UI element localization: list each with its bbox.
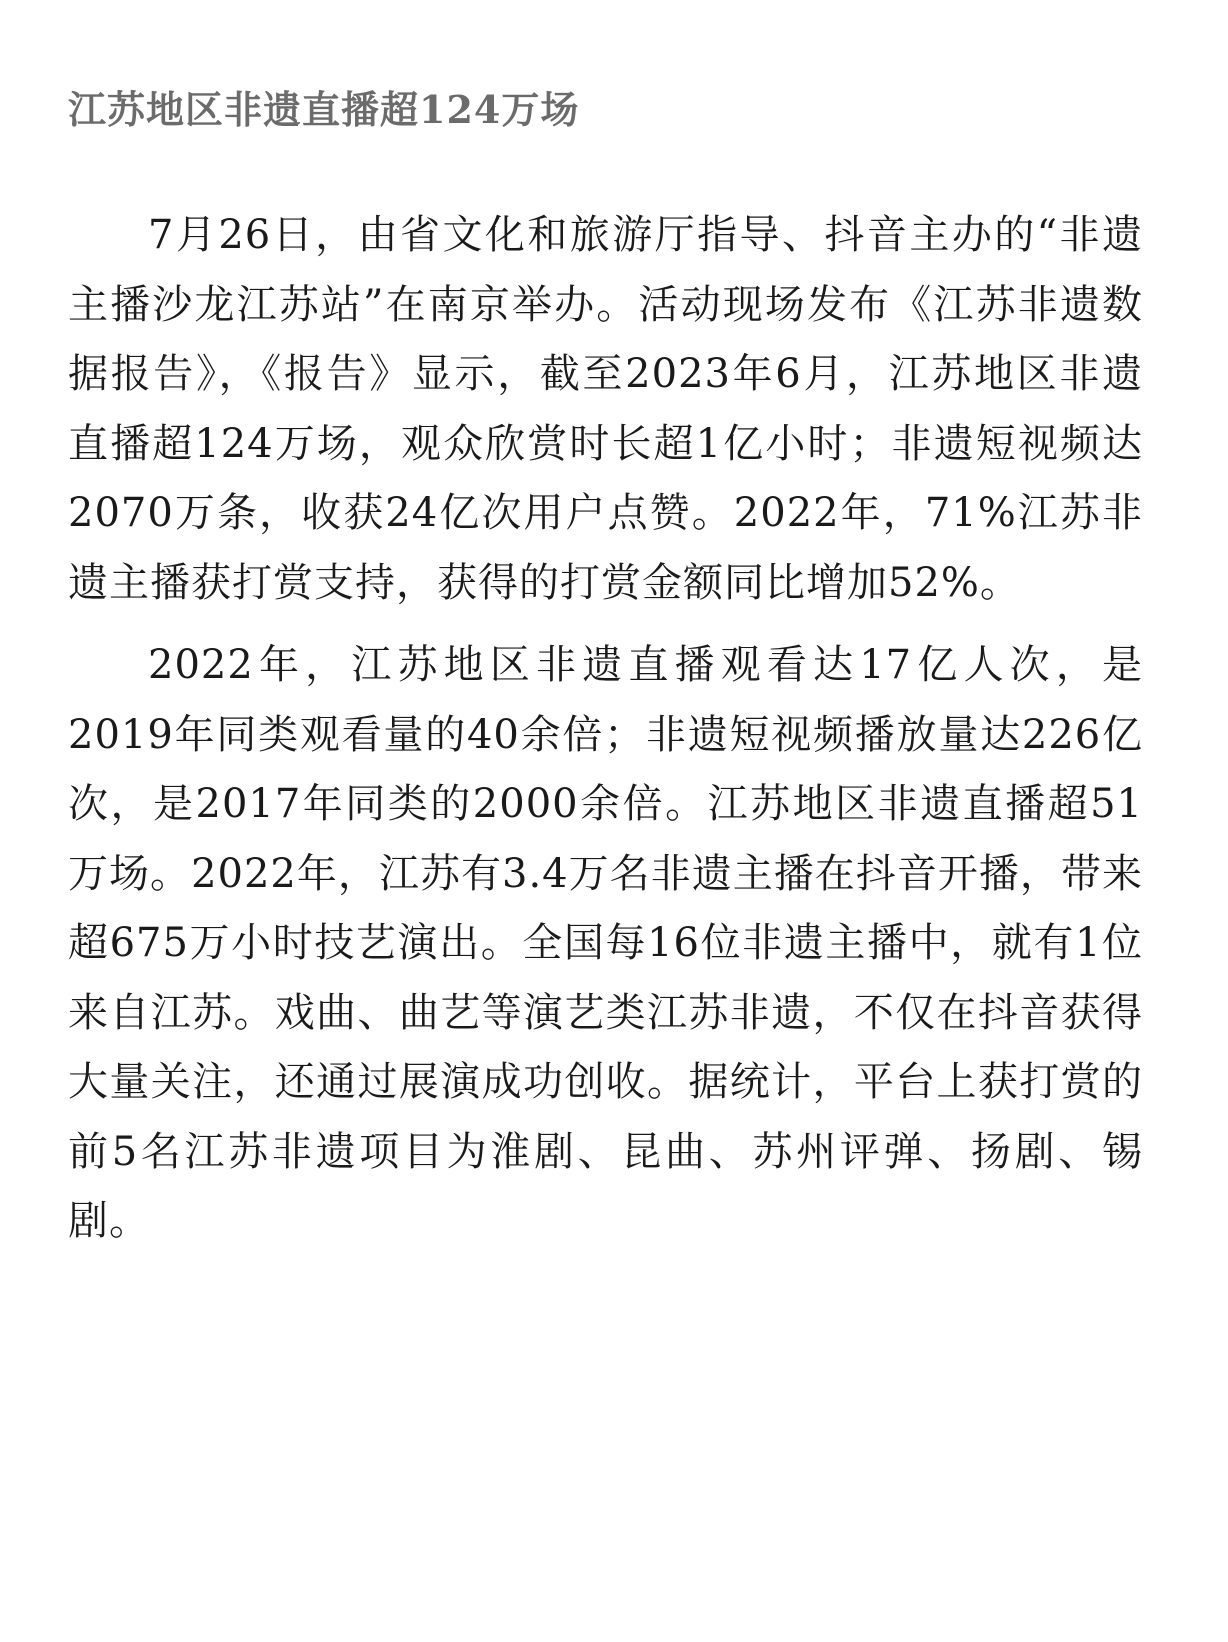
article-paragraph-1: 7月26日，由省文化和旅游厅指导、抖音主办的“非遗主播沙龙江苏站”在南京举办。活动现场发布《江苏非遗数据报告》，《报告》显示，截至2023年6月，江苏地区非遗直播超124万场，观众欣赏时长超1亿小时；非遗短视频达2070万条，收获24亿次用户点赞。2022年，71%江苏非遗主播获打赏支持，获得的打赏金额同比增加52%。	[68, 212, 1143, 606]
article-paragraph-2: 2022年，江苏地区非遗直播观看达17亿人次，是2019年同类观看量的40余倍；非遗短视频播放量达226亿次，是2017年同类的2000余倍。江苏地区非遗直播超51万场。2022年，江苏有3.4万名非遗主播在抖音开播，带来超675万小时技艺演出。全国每16位非遗主播中，就有1位来自江苏。戏曲、曲艺等演艺类江苏非遗，不仅在抖音获得大量关注，还通过展演成功创收。据统计，平台上获打赏的前5名江苏非遗项目为淮剧、昆曲、苏州评弹、扬剧、锡剧。	[68, 642, 1143, 1244]
article-headline: 江苏地区非遗直播超124万场	[68, 87, 580, 132]
